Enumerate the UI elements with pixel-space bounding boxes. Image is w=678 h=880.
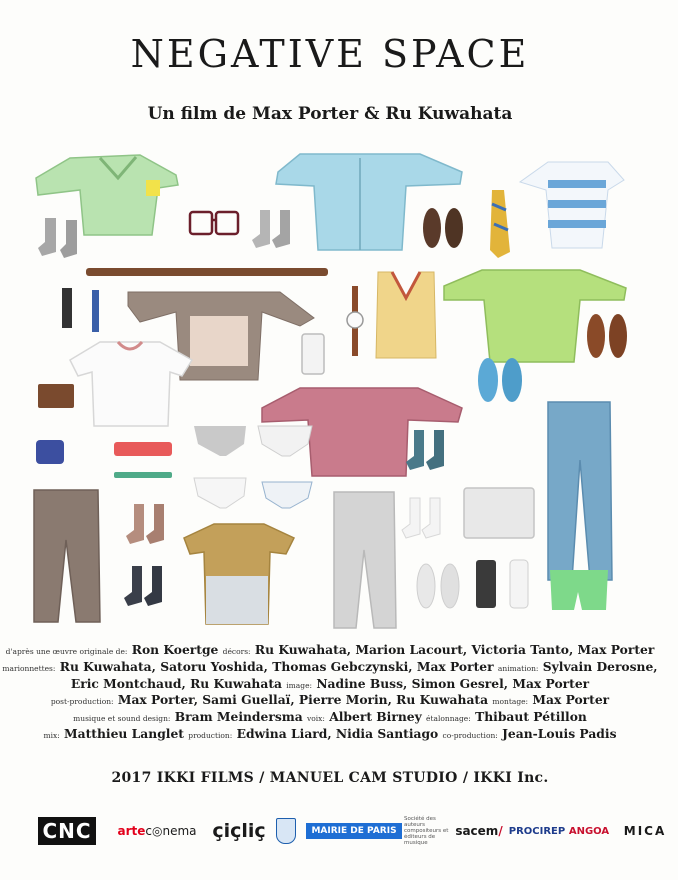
credit-label: musique et sound design:	[73, 714, 171, 724]
sponsor-logos	[28, 814, 667, 848]
teal-socks-illustration	[406, 430, 444, 470]
credits-row	[0, 710, 660, 727]
credit-value: Sylvain Derosne,	[542, 658, 658, 674]
sacem-slash: /	[498, 824, 503, 838]
credit-label: d'après une œuvre originale de:	[5, 647, 128, 656]
laptop-illustration	[464, 488, 534, 538]
cnc-logo	[28, 814, 106, 848]
procirep-logo: PROCIREP	[508, 825, 566, 837]
credit-value: Jean-Louis Padis	[502, 725, 617, 741]
belt-illustration	[86, 268, 328, 276]
mairie-logo-text: MAIRIE DE PARIS	[306, 823, 401, 839]
striped-tie-illustration	[490, 190, 510, 258]
blue-jeans-illustration	[548, 402, 612, 580]
studios-line: 2017 IKKI FILMS / MANUEL CAM STUDIO / IKKI Inc.	[111, 770, 549, 786]
credit-value: Eric Montchaud, Ru Kuwahata	[70, 675, 282, 691]
credit-value: Albert Birney	[329, 709, 422, 725]
comb-illustration	[62, 288, 72, 328]
toothbrush-illustration	[114, 472, 172, 478]
shield-icon	[274, 814, 298, 848]
striped-socks-illustration	[252, 210, 290, 248]
lotion-illustration	[510, 560, 528, 608]
wallet-illustration	[38, 384, 74, 408]
white-briefs-illustration	[258, 426, 312, 456]
credits-row	[0, 677, 660, 694]
clothing-illustration	[0, 140, 660, 640]
credit-label: décors:	[222, 647, 251, 656]
gray-underwear-illustration	[194, 426, 246, 456]
credits-row	[0, 693, 660, 710]
arte-logo-text: arte	[117, 824, 146, 838]
poster-subtitle: Un film de Max Porter & Ru Kuwahata	[147, 104, 513, 124]
green-shorts-illustration	[550, 570, 608, 610]
gray-socks-illustration	[38, 218, 77, 258]
blue-briefs-illustration	[262, 482, 312, 508]
credit-value: Max Porter	[532, 692, 610, 708]
sacem-logo	[456, 814, 502, 848]
black-socks-illustration	[124, 566, 162, 606]
credit-value: Edwina Liard, Nidia Santiago	[236, 725, 439, 741]
glasses-illustration	[190, 212, 238, 234]
credit-value: Max Porter, Sami Guellaï, Pierre Morin, Ru Kuwahata	[117, 692, 489, 708]
white-sneakers-illustration	[417, 564, 459, 608]
cinema-logo-text: c◎nema	[145, 824, 197, 838]
credit-label: production:	[188, 730, 233, 740]
credit-label: mix:	[43, 730, 60, 740]
credit-label: montage:	[492, 697, 529, 707]
razor-illustration	[92, 290, 99, 332]
credit-label: image:	[286, 680, 313, 690]
poster-title: NEGATIVE SPACE	[130, 32, 530, 76]
credit-value: Bram Meindersma	[174, 709, 303, 725]
credit-label: post-production:	[50, 697, 114, 707]
credit-label: étalonnage:	[426, 714, 471, 724]
argyle-socks-illustration	[126, 504, 164, 544]
credit-label: animation:	[497, 663, 539, 673]
green-sweater-illustration	[36, 155, 178, 235]
toothpaste-illustration	[114, 442, 172, 456]
brown-pants-illustration	[34, 490, 100, 622]
mairie-de-paris-logo	[308, 814, 400, 848]
credits-block	[0, 643, 660, 744]
credit-value: Ron Koertge	[131, 642, 219, 657]
white-tshirt-illustration	[70, 342, 192, 426]
arte-cinema-logo	[112, 814, 202, 848]
credit-value: Ru Kuwahata, Marion Lacourt, Victoria Tanto, Max Porter	[254, 642, 655, 657]
cnc-logo-text: CNC	[38, 817, 95, 845]
credits-row	[0, 727, 660, 744]
credit-label: marionnettes:	[2, 663, 56, 673]
small-print-logo: Société des auteurs compositeurs et éditeurs de musique	[404, 816, 449, 846]
credit-label: voix:	[307, 714, 325, 724]
credits-row	[0, 643, 660, 660]
credit-value: Ru Kuwahata, Satoru Yoshida, Thomas Gebczynski, Max Porter	[59, 658, 494, 674]
white-socks-illustration	[402, 498, 440, 538]
sacem-logo-text: sacem	[455, 824, 499, 838]
knit-vest-illustration	[376, 272, 436, 358]
credit-label: co-production:	[442, 730, 498, 740]
credits-row	[0, 660, 660, 677]
angoa-logo: ANGOA	[568, 825, 610, 837]
blue-sneakers-illustration	[478, 358, 522, 402]
polo-shirt-illustration	[184, 524, 294, 624]
mica-logo: MICA	[623, 824, 667, 838]
deodorant-illustration	[36, 440, 64, 464]
watch-illustration	[347, 286, 363, 356]
phone-illustration	[302, 334, 324, 374]
credit-value: Nadine Buss, Simon Gesrel, Max Porter	[316, 675, 590, 691]
striped-tshirt-illustration	[520, 162, 624, 248]
dress-shoes-illustration	[587, 314, 627, 358]
white-underwear-illustration	[194, 478, 246, 508]
bottle-illustration	[476, 560, 496, 608]
striped-pants-illustration	[334, 492, 396, 628]
credit-value: Matthieu Langlet	[64, 725, 184, 741]
ciclic-logo: çiçliç	[212, 820, 266, 842]
brown-shoes-illustration	[423, 208, 463, 248]
credit-value: Thibaut Pétillon	[475, 709, 587, 725]
